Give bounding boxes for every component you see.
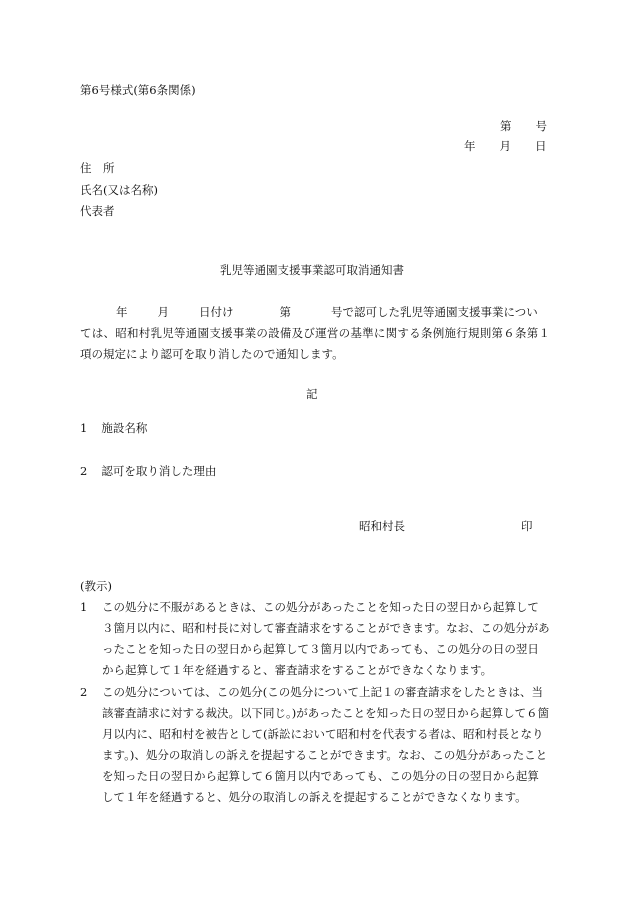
recipient-address: 住 所	[80, 161, 115, 175]
item-label: 認可を取り消した理由	[101, 464, 217, 478]
document-number-dai: 第	[500, 119, 512, 133]
date-year: 年	[464, 139, 476, 153]
body-text-after-go: 号で認可した乳児等通園支援事業につい	[331, 305, 538, 319]
document-date	[464, 138, 547, 154]
body-dai: 第	[279, 305, 291, 319]
signature-issuer: 昭和村長	[359, 519, 405, 533]
signature-seal: 印	[521, 519, 533, 533]
item-revocation-reason	[80, 463, 216, 479]
document-number-go: 号	[535, 119, 547, 133]
body-rest: ては、昭和村乳児等通園支援事業の設備及び運営の基準に関する条例施行規則第６条第１項の規定により認可を取り消したので通知します。	[80, 326, 550, 361]
recipient-representative: 代表者	[80, 204, 115, 218]
notice-item-text: この処分については、この処分(この処分について上記１の審査請求をしたときは、当該審査請求に対する裁決。以下同じ。)があったことを知った日の翌日から起算して６箇月以内に、昭和村を被告として(訴訟において昭和村を代表する者は、昭和村長となります。)、処分の取消しの訴えを提起することができます。なお、この処分があったことを知った日の翌日から起算して６箇月以内であっても、この処分の日の翌日から起算して１年を経過すると、処分の取消しの訴えを提起することができなくなります。	[102, 685, 550, 804]
date-month: 月	[499, 139, 511, 153]
form-label: 第6号様式(第6条関係)	[80, 83, 196, 97]
recipient-name: 氏名(又は名称)	[80, 183, 158, 197]
notice-item-1	[80, 597, 550, 681]
date-day: 日	[535, 139, 547, 153]
document-number	[500, 118, 547, 134]
item-number: 1	[80, 421, 88, 435]
body-year: 年	[116, 305, 128, 319]
body-month: 月	[157, 305, 169, 319]
notice-heading: (教示)	[80, 579, 112, 593]
notice-item-number: 1	[80, 600, 88, 614]
item-facility-name	[80, 420, 147, 436]
notice-item-2	[80, 682, 550, 808]
body-paragraph	[80, 302, 550, 365]
document-title: 乳児等通園支援事業認可取消通知書	[220, 263, 404, 277]
body-day-label: 日付け	[199, 305, 234, 319]
ki-heading: 記	[306, 387, 318, 401]
notice-item-number: 2	[80, 685, 88, 699]
item-label: 施設名称	[101, 421, 148, 435]
item-number: 2	[80, 464, 88, 478]
notice-item-text: この処分に不服があるときは、この処分があったことを知った日の翌日から起算して３箇月以内に、昭和村長に対して審査請求をすることができます。なお、この処分があったことを知った日の翌日から起算して３箇月以内であっても、この処分の日の翌日から起算して１年を経過すると、審査請求をすることができなくなります。	[102, 600, 550, 677]
